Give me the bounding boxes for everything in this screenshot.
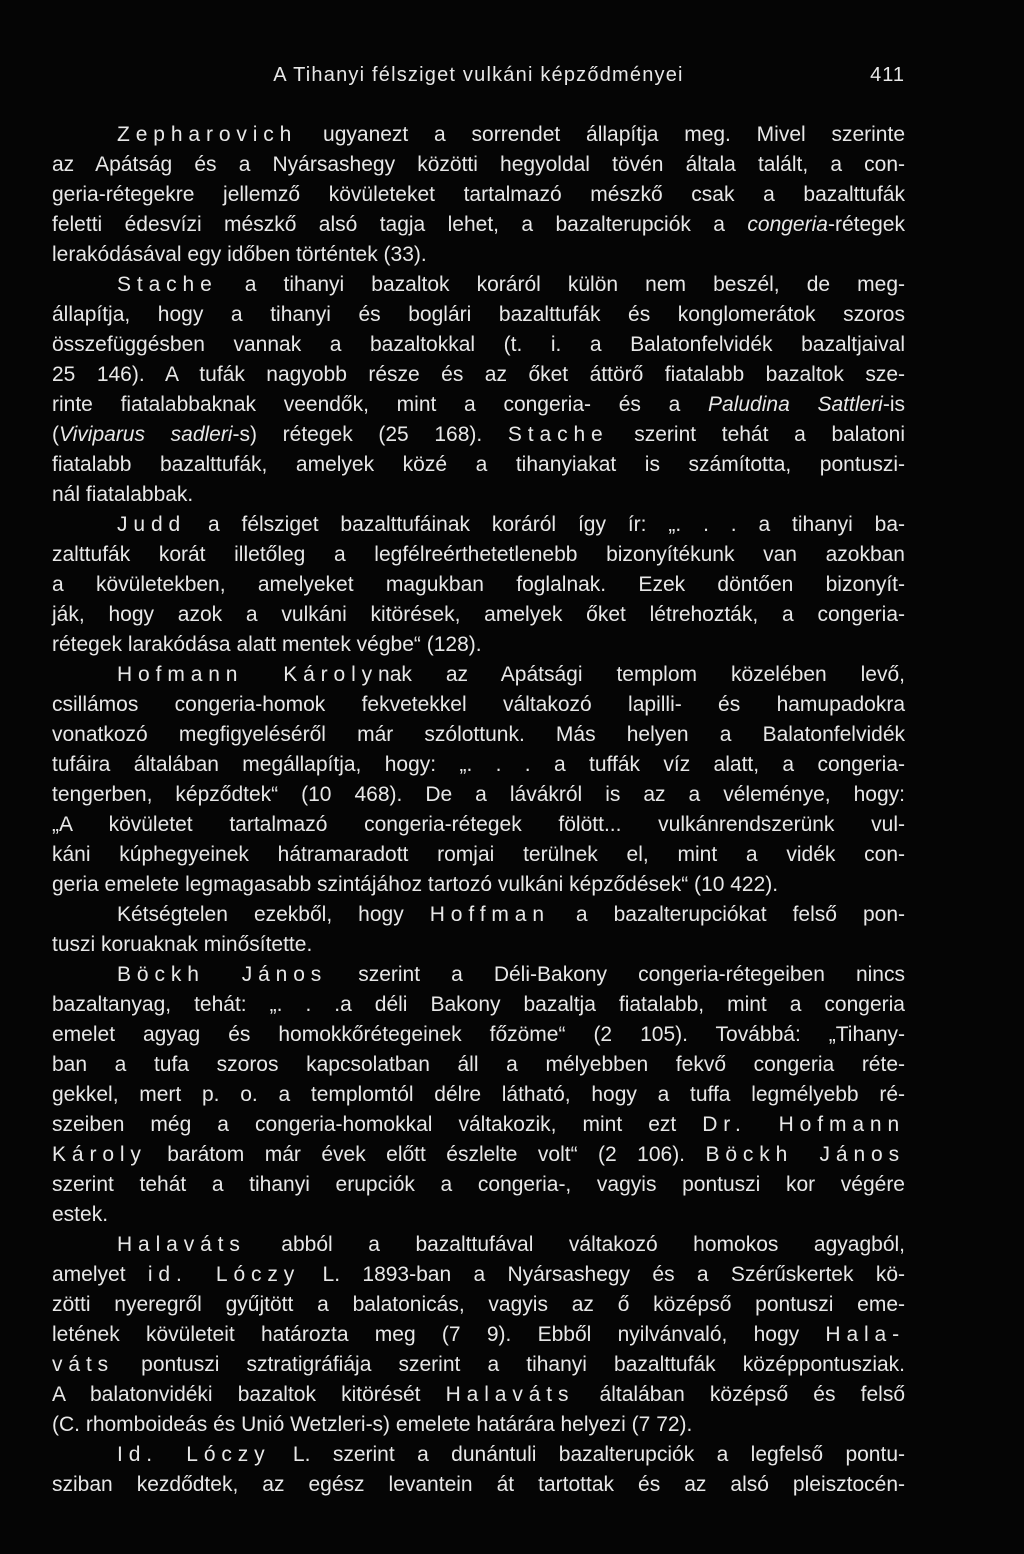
text-line <box>52 1050 905 1080</box>
text-line <box>52 1320 905 1350</box>
text-line <box>52 1290 905 1320</box>
text-segment: káni kúphegyeinek hátramaradott romjai terülnek el, mint a vidék con- <box>52 843 905 866</box>
text-line <box>52 270 905 300</box>
text-segment: összefüggésben vannak a bazaltokkal (t. i. a Balatonfelvidék bazaltjaival <box>52 333 905 356</box>
text-line <box>52 360 905 390</box>
text-segment: tuszi koruaknak minősítette. <box>52 933 313 956</box>
spaced-name: Halaváts <box>445 1383 575 1406</box>
text-segment: Kétségtelen ezekből, hogy <box>117 903 430 926</box>
text-segment: az Apátság és a Nyársashegy közötti hegyoldal tövén általa talált, a con- <box>52 153 905 176</box>
running-header <box>52 60 905 90</box>
text-segment: tufáira általában megállapítja, hogy: „. . . a tuffák víz alatt, a congeria- <box>52 753 905 776</box>
text-segment: zalttufák korát illetőleg a legfélreérthetetlenebb bizonyítékunk van azokban <box>52 543 905 566</box>
text-line <box>52 840 905 870</box>
text-segment: szeiben még a congeria-homokkal váltakozik, mint ezt <box>52 1113 703 1136</box>
spaced-name: Böckh János <box>705 1143 905 1166</box>
text-segment: szerint tehát a balatoni <box>608 423 906 446</box>
text-segment: letének kövületeit határozta meg (7 9). Ebből nyilvánvaló, hogy <box>52 1323 826 1346</box>
spaced-name: Hofmann Károly <box>117 663 379 686</box>
text-segment: ugyanezt a sorrendet állapítja meg. Mivel szerinte <box>297 123 905 146</box>
text-segment: zötti nyeregről gyűjtött a balatonicás, vagyis az ő középső pontuszi eme- <box>52 1293 905 1316</box>
text-line <box>52 1380 905 1410</box>
text-line <box>52 1230 905 1260</box>
text-segment: (C. rhomboideás és Unió Wetzleri-s) emelete határára helyezi (7 72). <box>52 1413 693 1436</box>
text-segment: a kövületekben, amelyeket magukban foglalnak. Ezek döntően bizonyít- <box>52 573 905 596</box>
text-line <box>52 240 905 270</box>
text-line <box>52 510 905 540</box>
text-segment: a bazalterupciókat felső pon- <box>549 903 905 926</box>
text-line <box>52 570 905 600</box>
text-line <box>52 1350 905 1380</box>
text-segment: vonatkozó megfigyeléséről már szólottunk. Más helyen a Balatonfelvidék <box>52 723 905 746</box>
text-segment: csillámos congeria-homok fekvetekkel váltakozó lapilli- és hamupadokra <box>52 693 905 716</box>
text-line <box>52 1260 905 1290</box>
spaced-name: Stache <box>117 273 218 296</box>
text-line <box>52 300 905 330</box>
text-segment: estek. <box>52 1203 109 1226</box>
paragraph <box>52 270 905 510</box>
text-segment: -is <box>882 393 905 416</box>
text-line <box>52 1440 905 1470</box>
spaced-name: Böckh János <box>117 963 328 986</box>
italic-term: Paludina Sattleri <box>708 393 883 416</box>
text-segment: -rétegek <box>827 213 905 236</box>
text-segment: fiatalabb bazalttufák, amelyek közé a tihanyiakat is számította, pontuszi- <box>52 453 905 476</box>
paragraph <box>52 120 905 270</box>
text-segment: pontuszi sztratigráfiája szerint a tihanyi bazalttufák középpontusziak. <box>114 1353 905 1376</box>
text-line <box>52 690 905 720</box>
text-line <box>52 330 905 360</box>
text-line <box>52 630 905 660</box>
text-segment: tengerben, képződtek“ (10 468). De a lávákról is az a véleménye, hogy: <box>52 783 905 806</box>
spaced-name: Stache <box>507 423 609 446</box>
text-line <box>52 1080 905 1110</box>
text-line <box>52 450 905 480</box>
text-line <box>52 540 905 570</box>
text-segment: nál fiatalabbak. <box>52 483 194 506</box>
text-segment: rinte fiatalabbaknak veendők, mint a congeria- és a <box>52 393 709 416</box>
spaced-name: Judd <box>117 513 187 536</box>
text-segment: általában középső és felső <box>574 1383 905 1406</box>
text-segment: bazaltanyag, tehát: „. . .a déli Bakony bazaltja fiatalabb, mint a congeria <box>52 993 905 1016</box>
paragraph <box>52 960 905 1230</box>
text-segment: sziban kezdődtek, az egész levantein át tartottak és az alsó pleisztocén- <box>52 1473 905 1496</box>
text-segment: gekkel, mert p. o. a templomtól délre látható, hogy a tuffa legmélyebb ré- <box>52 1083 905 1106</box>
text-line <box>52 1140 905 1170</box>
text-segment: emelet agyag és homokkőrétegeinek főzöme“ (2 105). Továbbá: „Tihany- <box>52 1023 905 1046</box>
page-number: 411 <box>870 64 905 86</box>
text-segment: L. szerint a dunántuli bazalterupciók a legfelső pontu- <box>270 1443 905 1466</box>
text-line <box>52 1470 905 1500</box>
text-line <box>52 750 905 780</box>
text-segment: -s) rétegek (25 168). <box>232 423 508 446</box>
paragraph <box>52 900 905 960</box>
text-segment: L. 1893-ban a Nyársashegy és a Szérűskertek kö- <box>300 1263 905 1286</box>
text-segment: nak az Apátsági templom közelében levő, <box>378 663 905 686</box>
spaced-name: Halaváts <box>117 1233 246 1256</box>
text-segment: lerakódásával egy időben történtek (33). <box>52 243 427 266</box>
spaced-name: váts <box>52 1353 115 1376</box>
text-line <box>52 960 905 990</box>
text-segment: állapítja, hogy a tihanyi és boglári bazalttufák és konglomerátok szoros <box>52 303 905 326</box>
text-line <box>52 390 905 420</box>
text-segment: szerint tehát a tihanyi erupciók a congeria-, vagyis pontuszi kor végére <box>52 1173 905 1196</box>
text-line <box>52 780 905 810</box>
paragraph <box>52 1440 905 1500</box>
text-segment: ják, hogy azok a vulkáni kitörések, amelyek őket létrehozták, a congeria- <box>52 603 905 626</box>
paragraph <box>52 1230 905 1440</box>
text-line <box>52 660 905 690</box>
paragraph <box>52 510 905 660</box>
text-line <box>52 720 905 750</box>
text-line <box>52 900 905 930</box>
italic-term: Viviparus sadleri <box>59 423 233 446</box>
text-segment: abból a bazalttufával váltakozó homokos agyagból, <box>245 1233 905 1256</box>
text-segment: rétegek larakódása alatt mentek végbe“ (128). <box>52 633 482 656</box>
text-line <box>52 1410 905 1440</box>
text-segment: A balatonvidéki bazaltok kitörését <box>52 1383 446 1406</box>
text-segment: feletti édesvízi mészkő alsó tagja lehet, a bazalterupciók a <box>52 213 748 236</box>
text-line <box>52 1170 905 1200</box>
text-segment: a tihanyi bazaltok koráról külön nem beszél, de meg- <box>217 273 905 296</box>
text-line <box>52 210 905 240</box>
spaced-name: Hala- <box>825 1323 905 1346</box>
text-body <box>52 120 905 1500</box>
text-segment: ban a tufa szoros kapcsolatban áll a mélyebben fekvő congeria réte- <box>52 1053 905 1076</box>
text-line <box>52 1020 905 1050</box>
italic-term: congeria <box>747 213 828 236</box>
spaced-name: id. Lóczy <box>147 1263 301 1286</box>
text-line <box>52 1110 905 1140</box>
text-segment: „A kövületet tartalmazó congeria-rétegek fölött... vulkánrendszerünk vul- <box>52 813 905 836</box>
spaced-name: Károly <box>52 1143 147 1166</box>
spaced-name: Hoffman <box>429 903 550 926</box>
text-segment: geria emelete legmagasabb szintájához tartozó vulkáni képződések“ (10 422). <box>52 873 779 896</box>
text-segment: barátom már évek előtt észlelte volt“ (2 106). <box>146 1143 706 1166</box>
text-line <box>52 990 905 1020</box>
text-line <box>52 420 905 450</box>
text-line <box>52 1200 905 1230</box>
text-line <box>52 150 905 180</box>
paragraph <box>52 660 905 900</box>
text-line <box>52 600 905 630</box>
text-line <box>52 930 905 960</box>
text-segment: geria-rétegekre jellemző kövületeket tartalmazó mészkő csak a bazalttufák <box>52 183 905 206</box>
text-segment: ( <box>52 423 59 446</box>
spaced-name: Dr. Hofmann <box>702 1113 906 1136</box>
text-line <box>52 120 905 150</box>
text-line <box>52 480 905 510</box>
text-segment: szerint a Déli-Bakony congeria-rétegeiben nincs <box>327 963 905 986</box>
spaced-name: Zepharovich <box>117 123 298 146</box>
text-line <box>52 870 905 900</box>
running-title: A Tihanyi félsziget vulkáni képződményei <box>273 64 684 86</box>
text-segment: 25 146). A tufák nagyobb része és az őket áttörő fiatalabb bazaltok sze- <box>52 363 905 386</box>
text-segment: a félsziget bazalttufáinak koráról így ír: „. . . a tihanyi ba- <box>186 513 905 536</box>
text-line <box>52 180 905 210</box>
text-line <box>52 810 905 840</box>
text-segment: amelyet <box>52 1263 148 1286</box>
spaced-name: Id. Lóczy <box>117 1443 271 1466</box>
